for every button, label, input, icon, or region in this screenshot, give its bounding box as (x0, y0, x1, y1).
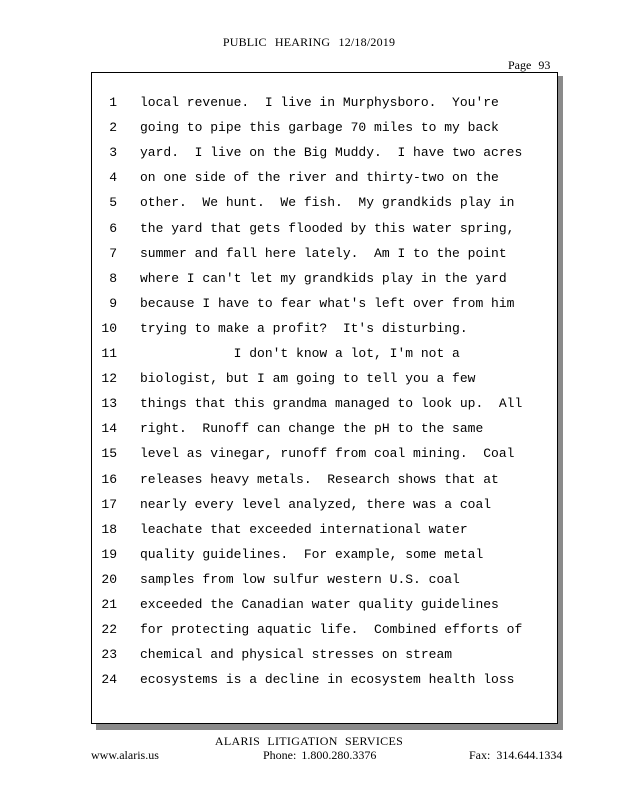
document-header-title: PUBLIC HEARING 12/18/2019 (222, 35, 396, 49)
transcript-line (92, 271, 557, 296)
line-number: 8 (109, 270, 117, 286)
footer-phone: Phone: 1.800.280.3376 (263, 748, 377, 762)
line-number: 12 (101, 371, 117, 387)
transcript-line (92, 321, 557, 346)
transcript-line (92, 346, 557, 371)
line-text: chemical and physical stresses on stream (140, 647, 453, 663)
line-number: 6 (109, 220, 117, 236)
line-text: releases heavy metals. Research shows that at (140, 471, 499, 487)
line-number: 7 (109, 245, 117, 261)
footer-fax: Fax: 314.644.1334 (469, 748, 563, 762)
line-number: 15 (101, 446, 117, 462)
footer-website: www.alaris.us (91, 748, 159, 762)
transcript-line (92, 647, 557, 672)
line-number: 16 (101, 471, 117, 487)
line-text: ecosystems is a decline in ecosystem health loss (140, 672, 515, 688)
line-text: for protecting aquatic life. Combined efforts of (140, 622, 523, 638)
line-number: 20 (101, 571, 117, 587)
line-text: trying to make a profit? It's disturbing. (140, 320, 468, 336)
line-number: 14 (101, 421, 117, 437)
transcript-line (92, 195, 557, 220)
line-number: 2 (109, 120, 117, 136)
transcript-line (92, 95, 557, 120)
line-number: 5 (109, 195, 117, 211)
transcript-line (92, 597, 557, 622)
line-text: leachate that exceeded international water (140, 521, 468, 537)
line-number: 21 (101, 597, 117, 612)
line-number: 18 (101, 521, 117, 537)
line-number: 13 (101, 396, 117, 412)
transcript-line (92, 446, 557, 471)
line-text: right. Runoff can change the pH to the same (140, 421, 484, 437)
transcript-line (92, 246, 557, 271)
transcript-line (92, 572, 557, 597)
line-text: local revenue. I live in Murphysboro. You're (140, 95, 499, 110)
line-number: 4 (109, 170, 117, 186)
transcript-line (92, 497, 557, 522)
page-number: Page 93 (508, 58, 551, 72)
line-number: 1 (109, 95, 117, 110)
transcript-line (92, 120, 557, 145)
line-text: on one side of the river and thirty-two on the (140, 170, 499, 186)
line-number: 19 (101, 546, 117, 562)
line-text: I don't know a lot, I'm not a (140, 346, 460, 361)
transcript-line (92, 221, 557, 246)
line-number: 22 (101, 622, 117, 638)
transcript-line (92, 622, 557, 647)
line-text: the yard that gets flooded by this water spring, (140, 220, 515, 236)
transcript-line (92, 371, 557, 396)
line-text: nearly every level analyzed, there was a coal (140, 496, 492, 512)
line-text: where I can't let my grandkids play in the yard (140, 270, 507, 286)
transcript-box (91, 72, 558, 724)
footer-company-name: ALARIS LITIGATION SERVICES (214, 734, 404, 748)
line-text: other. We hunt. We fish. My grandkids play in (140, 195, 515, 211)
line-number: 11 (101, 346, 117, 361)
line-text: level as vinegar, runoff from coal mining. Coal (140, 446, 515, 462)
line-number: 10 (101, 320, 117, 336)
line-text: because I have to fear what's left over from him (140, 295, 515, 311)
transcript-line (92, 472, 557, 497)
line-text: quality guidelines. For example, some metal (140, 546, 484, 562)
transcript-line (92, 145, 557, 170)
transcript-line (92, 170, 557, 195)
transcript-line (92, 396, 557, 421)
transcript-line (92, 522, 557, 547)
line-number: 17 (101, 496, 117, 512)
line-text: things that this grandma managed to look up. All (140, 396, 523, 412)
line-text: exceeded the Canadian water quality guidelines (140, 597, 499, 612)
line-number: 3 (109, 145, 117, 161)
transcript-line (92, 547, 557, 572)
line-text: yard. I live on the Big Muddy. I have two acres (140, 145, 523, 161)
line-text: samples from low sulfur western U.S. coal (140, 571, 460, 587)
line-number: 9 (109, 295, 117, 311)
footer-contact-row (0, 748, 618, 764)
line-text: going to pipe this garbage 70 miles to my back (140, 120, 499, 136)
transcript-line (92, 672, 557, 697)
line-text: biologist, but I am going to tell you a few (140, 371, 476, 387)
transcript-line (92, 421, 557, 446)
line-number: 24 (101, 672, 117, 688)
line-number: 23 (101, 647, 117, 663)
transcript-line (92, 296, 557, 321)
line-text: summer and fall here lately. Am I to the point (140, 245, 507, 261)
